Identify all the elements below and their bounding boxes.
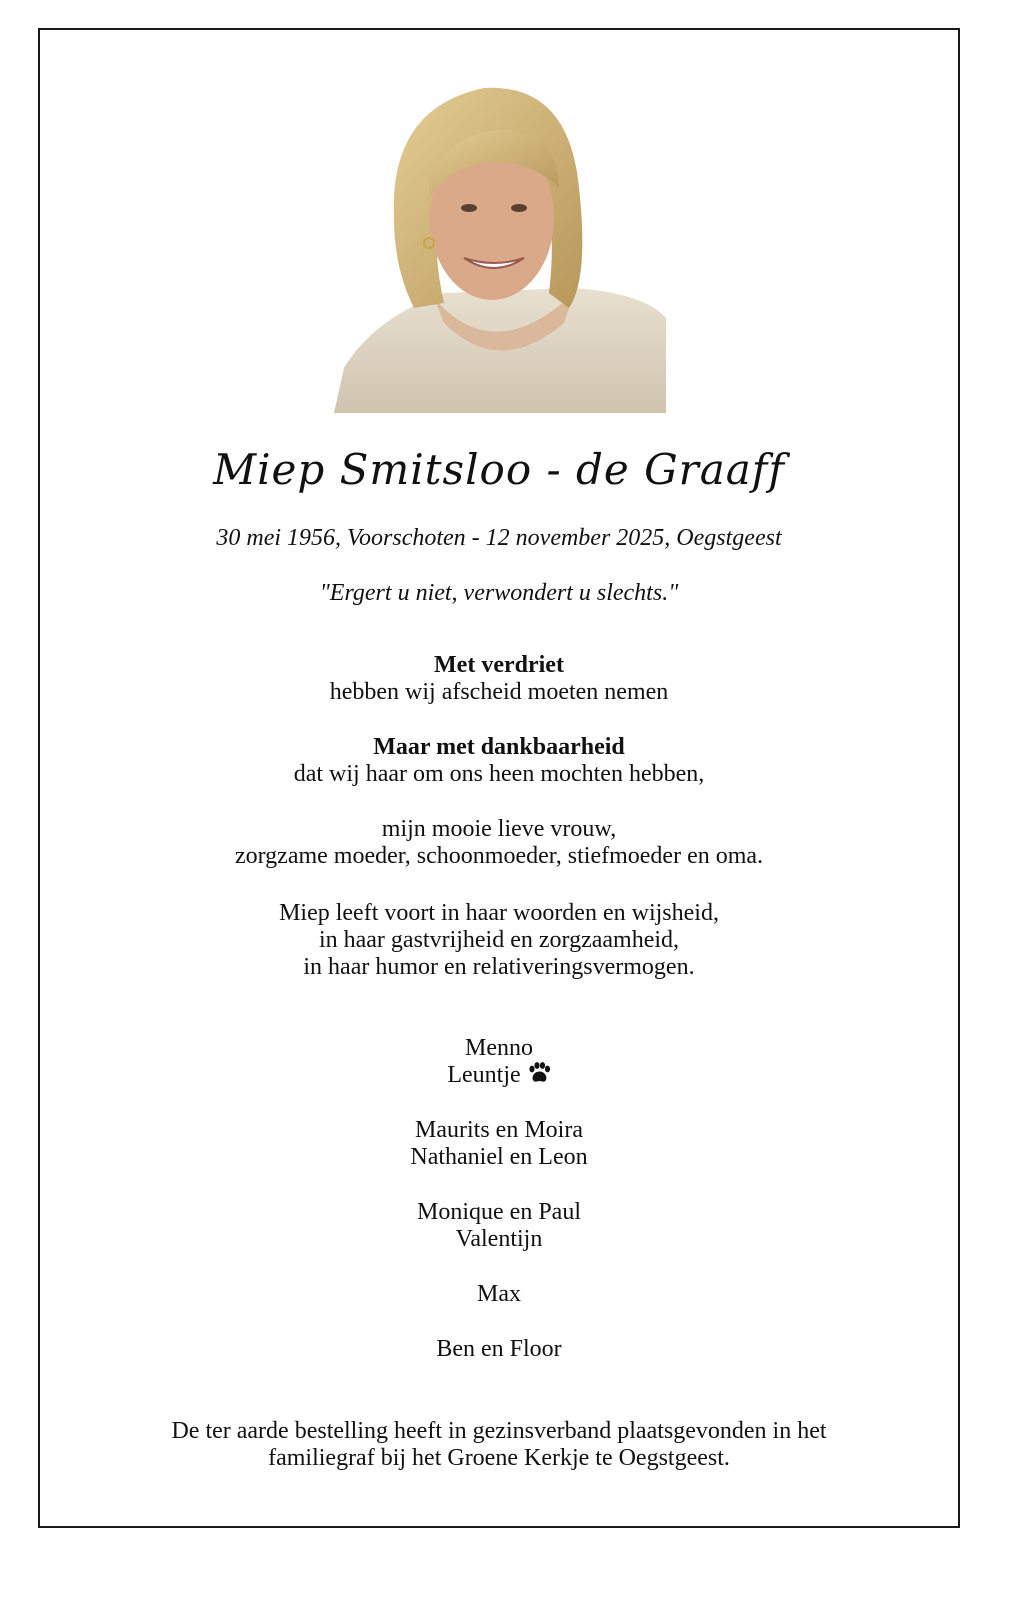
deceased-name: Miep Smitsloo - de Graaff <box>213 445 785 494</box>
block-line: hebben wij afscheid moeten nemen <box>329 679 669 705</box>
closing-line: De ter aarde bestelling heeft in gezinsverband plaatsgevonden in het <box>171 1418 827 1444</box>
family-group <box>40 1199 958 1253</box>
block-line: zorgzame moeder, schoonmoeder, stiefmoeder en oma. <box>234 843 764 869</box>
block-heading: Maar met dankbaarheid <box>373 734 625 760</box>
quote: "Ergert u niet, verwondert u slechts." <box>319 580 679 606</box>
block-line: dat wij haar om ons heen mochten hebben, <box>293 761 705 787</box>
text-block-roles <box>40 816 958 870</box>
paw-icon <box>527 1062 551 1091</box>
family-member: Ben en Floor <box>436 1336 562 1362</box>
block-line: Miep leeft voort in haar woorden en wijsheid, <box>279 900 719 926</box>
family-member: Nathaniel en Leon <box>410 1144 588 1170</box>
family-member: Monique en Paul <box>417 1199 581 1225</box>
closing-line: familiegraf bij het Groene Kerkje te Oegstgeest. <box>268 1445 730 1471</box>
text-block-sorrow <box>40 652 958 706</box>
block-line: in haar gastvrijheid en zorgzaamheid, <box>318 927 680 953</box>
family-member: Max <box>477 1281 521 1307</box>
family-member: Leuntje <box>447 1062 521 1088</box>
family-member: Menno <box>465 1035 533 1061</box>
family-member-with-pet <box>40 1062 958 1091</box>
portrait-photo <box>334 68 666 413</box>
block-line: mijn mooie lieve vrouw, <box>381 816 617 842</box>
life-dates: 30 mei 1956, Voorschoten - 12 november 2025, Oegstgeest <box>216 525 782 551</box>
family-group <box>40 1117 958 1171</box>
block-heading: Met verdriet <box>434 652 564 678</box>
family-group <box>40 1281 958 1308</box>
family-group <box>40 1336 958 1363</box>
announcement-card <box>38 28 960 1528</box>
text-block-gratitude <box>40 734 958 788</box>
family-member: Valentijn <box>455 1226 543 1252</box>
family-member: Maurits en Moira <box>415 1117 583 1143</box>
portrait-illustration <box>334 68 666 413</box>
text-block-legacy <box>40 900 958 981</box>
block-line: in haar humor en relativeringsvermogen. <box>303 954 695 980</box>
closing-text <box>40 1418 958 1472</box>
family-group <box>40 1035 958 1091</box>
